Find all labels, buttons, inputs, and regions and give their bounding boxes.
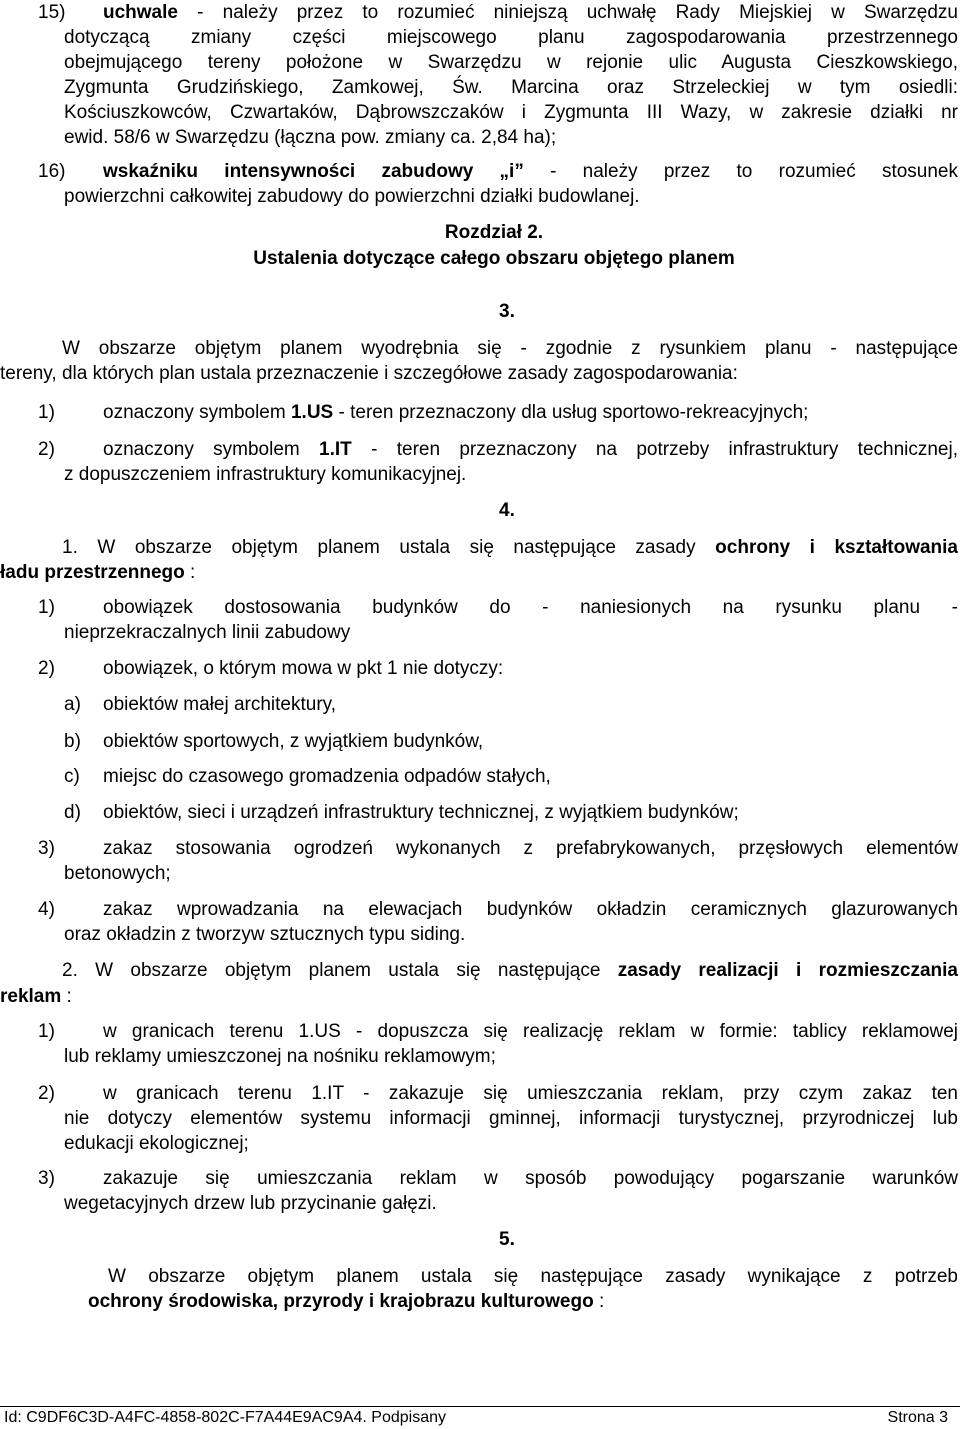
item-text: betonowych; bbox=[64, 863, 171, 884]
list-item bbox=[38, 400, 958, 425]
list-item bbox=[38, 656, 958, 681]
list-item bbox=[38, 1166, 958, 1216]
sub-item-letter: d) bbox=[64, 802, 81, 823]
section-number: 4. bbox=[499, 500, 515, 521]
item-text: zakaz stosowania ogrodzeń wykonanych z prefabrykowanych, przęsłowych elementów bbox=[103, 838, 958, 859]
item-text: wegetacyjnych drzew lub przycinanie gałęzi. bbox=[64, 1193, 437, 1214]
item-number: 1) bbox=[38, 1021, 55, 1042]
text-line: - należy przez to rozumieć stosunek bbox=[523, 161, 958, 182]
section-number: 3. bbox=[499, 301, 515, 322]
paragraph-line: W obszarze objętym planem wyodrębnia się - zgodnie z rysunkiem planu - następujące bbox=[62, 338, 958, 359]
paragraph-line: W obszarze objętym planem ustala się następujące zasady wynikające z potrzeb bbox=[108, 1266, 958, 1287]
item-text: nie dotyczy elementów systemu informacji gminnej, informacji turystycznej, przyrodniczej lub bbox=[64, 1108, 958, 1129]
sub-item-text: miejsc do czasowego gromadzenia odpadów stałych, bbox=[103, 766, 551, 787]
text-line: powierzchni całkowitej zabudowy do powierzchni działki budowlanej. bbox=[64, 186, 640, 207]
text-line: Kościuszkowców, Czwartaków, Dąbrowszczaków i Zygmunta III Wazy, w zakresie działki nr bbox=[64, 102, 958, 123]
section-4-heading bbox=[472, 498, 515, 523]
list-item bbox=[38, 897, 958, 947]
list-item bbox=[38, 1019, 958, 1069]
item-text: oznaczony symbolem bbox=[103, 439, 320, 460]
item-text: oraz okładzin z tworzyw sztucznych typu siding. bbox=[64, 924, 466, 945]
sub-list-item bbox=[64, 729, 483, 754]
text-line: dotyczącą zmiany części miejscowego planu zagospodarowania przestrzennego bbox=[64, 27, 958, 48]
text-line: obejmującego tereny położone w Swarzędzu w rejonie ulic Augusta Cieszkowskiego, bbox=[64, 52, 958, 73]
item-number: 1) bbox=[38, 402, 55, 423]
paragraph-line: tereny, dla których plan ustala przeznaczenie i szczegółowe zasady zagospodarowania: bbox=[0, 363, 738, 384]
section-3-heading bbox=[472, 299, 515, 324]
paragraph-bold: zasady realizacji i rozmieszczania bbox=[617, 960, 958, 981]
list-item bbox=[38, 1081, 958, 1156]
paragraph-bold: reklam bbox=[0, 986, 62, 1007]
paragraph-line bbox=[88, 1289, 958, 1314]
sub-list-item bbox=[64, 764, 551, 789]
paragraph-text: : bbox=[61, 986, 72, 1007]
chapter-subtitle: Ustalenia dotyczące całego obszaru objętego planem bbox=[253, 248, 735, 269]
paragraph-text: : bbox=[593, 1291, 605, 1312]
item-text: edukacji ekologicznej; bbox=[64, 1133, 249, 1154]
page-footer bbox=[0, 1406, 960, 1429]
item-text: obowiązek dostosowania budynków do - naniesionych na rysunku planu - bbox=[103, 597, 958, 618]
page-number: Strona 3 bbox=[887, 1409, 948, 1426]
sub-item-text: obiektów, sieci i urządzeń infrastruktury technicznej, z wyjątkiem budynków; bbox=[103, 802, 739, 823]
item-text: - teren przeznaczony dla usług sportowo-rekreacyjnych; bbox=[333, 402, 809, 423]
sub-item-letter: c) bbox=[64, 766, 80, 787]
item-text: w granicach terenu 1.US - dopuszcza się realizację reklam w formie: tablicy reklamowej bbox=[103, 1021, 958, 1042]
item-text: oznaczony symbolem bbox=[103, 402, 291, 423]
text-line: ewid. 58/6 w Swarzędzu (łączna pow. zmiany ca. 2,84 ha); bbox=[64, 127, 557, 148]
item-number: 3) bbox=[38, 1168, 55, 1189]
paragraph-text: 2. W obszarze objętym planem ustala się następujące bbox=[62, 960, 618, 981]
item-number: 4) bbox=[38, 899, 55, 920]
item-number: 16) bbox=[38, 161, 66, 182]
item-text: obowiązek, o którym mowa w pkt 1 nie dotyczy: bbox=[103, 658, 504, 679]
section-number: 5. bbox=[499, 1229, 515, 1250]
item-number: 3) bbox=[38, 838, 55, 859]
item-text: zakazuje się umieszczania reklam w sposób powodujący pogarszanie warunków bbox=[103, 1168, 958, 1189]
sub-item-letter: b) bbox=[64, 731, 81, 752]
item-number: 2) bbox=[38, 1083, 55, 1104]
item-number: 2) bbox=[38, 439, 55, 460]
item-number: 1) bbox=[38, 597, 55, 618]
chapter-title: Rozdział 2. bbox=[444, 222, 544, 243]
paragraph-bold: ochrony środowiska, przyrody i krajobrazu kulturowego bbox=[88, 1291, 594, 1312]
text-line: Zygmunta Grudzińskiego, Zamkowej, Św. Marcina oraz Strzeleckiej w tym osiedli: bbox=[64, 77, 958, 98]
item-number: 2) bbox=[38, 658, 55, 679]
paragraph-line bbox=[62, 958, 958, 983]
document-id: Id: C9DF6C3D-A4FC-4858-802C-F7A44E9AC9A4. Podpisany bbox=[4, 1409, 446, 1426]
term: uchwale bbox=[103, 2, 178, 23]
sub-item-letter: a) bbox=[64, 694, 81, 715]
paragraph-line bbox=[0, 560, 958, 585]
list-item bbox=[38, 836, 958, 886]
item-text: - teren przeznaczony na potrzeby infrastruktury technicznej, bbox=[351, 439, 958, 460]
list-item bbox=[38, 595, 958, 645]
paragraph-text: 1. W obszarze objętym planem ustala się następujące zasady bbox=[62, 537, 716, 558]
section-5-heading bbox=[472, 1227, 515, 1252]
item-text: z dopuszczeniem infrastruktury komunikacyjnej. bbox=[64, 464, 467, 485]
paragraph-line bbox=[62, 535, 958, 560]
item-text: nieprzekraczalnych linii zabudowy bbox=[64, 622, 351, 643]
list-item bbox=[38, 437, 958, 487]
text-line: - należy przez to rozumieć niniejszą uchwałę Rady Miejskiej w Swarzędzu bbox=[177, 2, 958, 23]
item-number: 15) bbox=[38, 2, 66, 23]
item-text: zakaz wprowadzania na elewacjach budynków okładzin ceramicznych glazurowanych bbox=[103, 899, 958, 920]
sub-item-text: obiektów małej architektury, bbox=[103, 694, 337, 715]
paragraph-bold: ochrony i kształtowania bbox=[715, 537, 959, 558]
sub-list-item bbox=[64, 800, 739, 825]
paragraph-line bbox=[0, 984, 958, 1009]
sub-item-text: obiektów sportowych, z wyjątkiem budynków, bbox=[103, 731, 484, 752]
zone-symbol: 1.US bbox=[290, 402, 334, 423]
paragraph-bold: ładu przestrzennego bbox=[0, 562, 185, 583]
zone-symbol: 1.IT bbox=[319, 439, 352, 460]
sub-list-item bbox=[64, 692, 336, 717]
term: wskaźniku intensywności zabudowy „i” bbox=[103, 161, 524, 182]
item-text: w granicach terenu 1.IT - zakazuje się umieszczania reklam, przy czym zakaz ten bbox=[103, 1083, 958, 1104]
paragraph-text: : bbox=[184, 562, 196, 583]
item-text: lub reklamy umieszczonej na nośniku reklamowym; bbox=[64, 1046, 496, 1067]
